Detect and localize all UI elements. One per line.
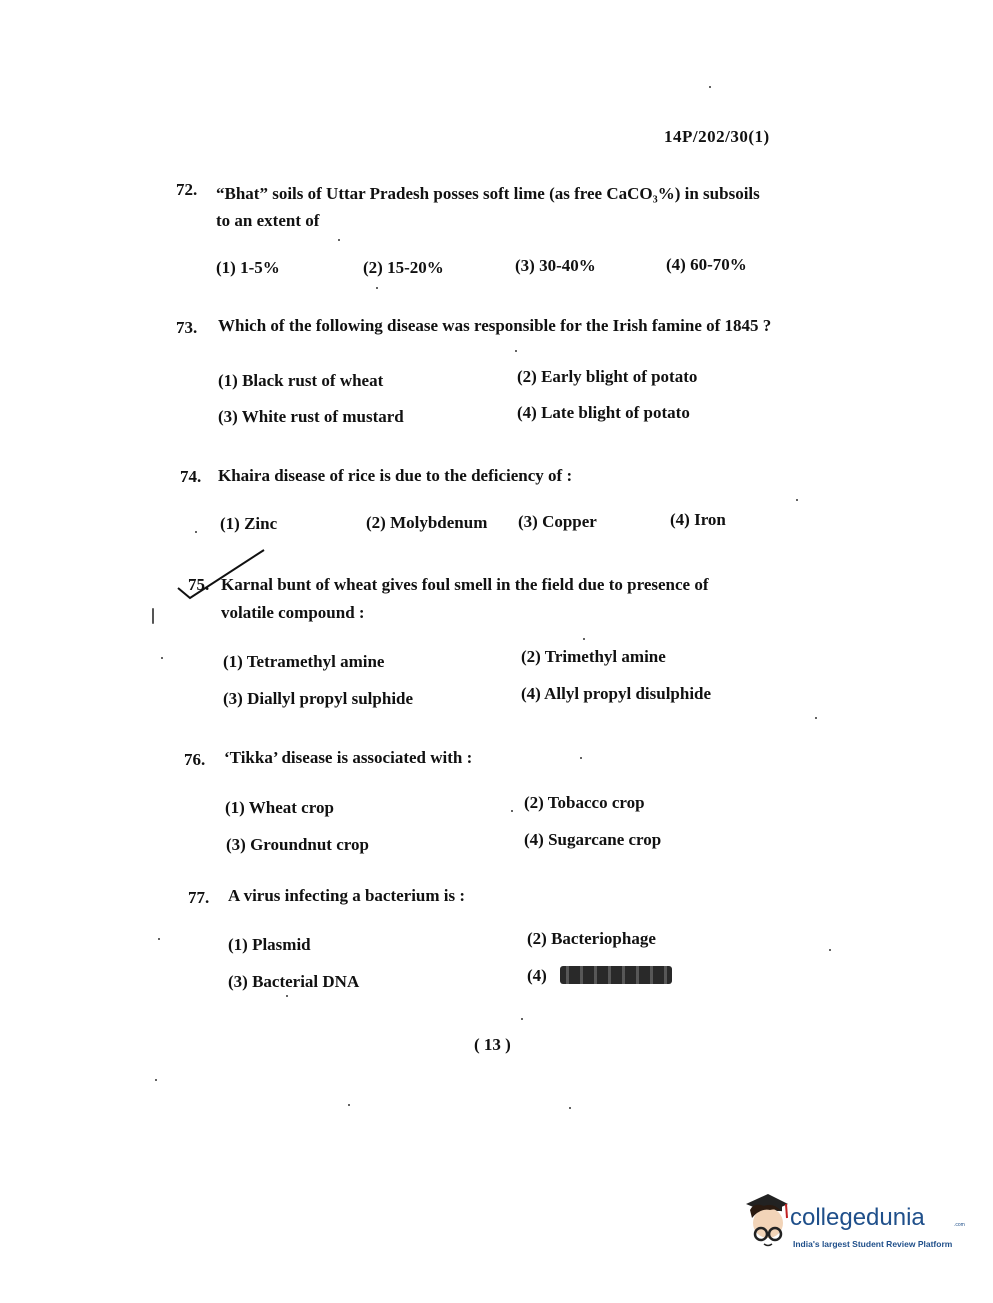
- question-76: [184, 750, 704, 780]
- student-mascot-icon: [734, 1192, 790, 1256]
- question-text: “Bhat” soils of Uttar Pradesh posses soft lime (as free CaCO₃%) in subsoils: [216, 184, 760, 203]
- question-text-continued: volatile compound :: [221, 603, 365, 622]
- option-4-label: (4): [527, 966, 547, 985]
- scan-speck: [521, 1018, 523, 1020]
- option-2: (2) Early blight of potato: [517, 367, 698, 386]
- question-text: Which of the following disease was responsible for the Irish famine of 1845 ?: [218, 316, 772, 335]
- paper-code: 14P/202/30(1): [664, 127, 770, 146]
- option-3: (3) Diallyl propyl sulphide: [223, 689, 414, 708]
- question-77: [188, 888, 708, 918]
- option-1: (1) 1-5%: [216, 258, 280, 277]
- question-number: 76.: [184, 750, 206, 769]
- option-2: (2) Tobacco crop: [524, 793, 645, 812]
- option-3: (3) White rust of mustard: [218, 407, 404, 426]
- question-number: 74.: [180, 467, 202, 486]
- scan-speck: [348, 1104, 350, 1106]
- option-3: (3) Copper: [518, 512, 597, 531]
- scan-speck: [161, 657, 163, 659]
- scan-speck: [569, 1107, 571, 1109]
- question-73: [176, 318, 796, 348]
- scan-speck: [155, 1079, 157, 1081]
- question-text: Karnal bunt of wheat gives foul smell in the field due to presence of: [221, 575, 709, 594]
- option-1: (1) Black rust of wheat: [218, 371, 384, 390]
- option-2: (2) Molybdenum: [366, 513, 488, 532]
- page-number: ( 13 ): [474, 1035, 511, 1054]
- option-1: (1) Zinc: [220, 514, 278, 533]
- scan-speck: [195, 531, 197, 533]
- scan-speck: [709, 86, 711, 88]
- scan-speck: [580, 757, 582, 759]
- option-1: (1) Wheat crop: [225, 798, 334, 817]
- scan-speck: [286, 995, 288, 997]
- scan-speck: [376, 287, 378, 289]
- option-4: (4) Iron: [670, 510, 726, 529]
- scan-mark: [152, 608, 154, 624]
- question-number: 73.: [176, 318, 198, 337]
- question-text: ‘Tikka’ disease is associated with :: [224, 748, 473, 767]
- question-text-continued: to an extent of: [216, 211, 320, 230]
- option-2: (2) Bacteriophage: [527, 929, 656, 948]
- scan-speck: [829, 949, 831, 951]
- question-75: [180, 575, 800, 635]
- question-74: [180, 467, 780, 497]
- scan-speck: [338, 239, 340, 241]
- question-text: A virus infecting a bacterium is :: [228, 886, 466, 905]
- question-text: Khaira disease of rice is due to the deficiency of :: [218, 466, 573, 485]
- collegedunia-logo: [734, 1192, 964, 1262]
- question-number: 75.: [188, 575, 210, 594]
- scan-speck: [796, 499, 798, 501]
- option-4: (4) Late blight of potato: [517, 403, 690, 422]
- scan-speck: [583, 638, 585, 640]
- option-3: (3) Groundnut crop: [226, 835, 369, 854]
- question-number: 77.: [188, 888, 210, 907]
- scan-speck: [158, 938, 160, 940]
- option-2: (2) Trimethyl amine: [521, 647, 666, 666]
- option-3: (3) 30-40%: [515, 256, 596, 275]
- option-4: (4) Allyl propyl disulphide: [521, 684, 712, 703]
- brand-name: collegedunia: [790, 1204, 925, 1231]
- option-4: (4) Sugarcane crop: [524, 830, 662, 849]
- question-number: 72.: [176, 180, 198, 199]
- question-72: [176, 180, 796, 240]
- scan-speck: [515, 350, 517, 352]
- option-2: (2) 15-20%: [363, 258, 444, 277]
- option-1: (1) Plasmid: [228, 935, 311, 954]
- scan-speck: [815, 717, 817, 719]
- brand-suffix: .com: [954, 1222, 965, 1228]
- redacted-option-text: [560, 966, 672, 984]
- option-4: (4) 60-70%: [666, 255, 747, 274]
- brand-tagline: India's largest Student Review Platform: [793, 1239, 953, 1249]
- scan-speck: [511, 810, 513, 812]
- option-1: (1) Tetramethyl amine: [223, 652, 385, 671]
- option-3: (3) Bacterial DNA: [228, 972, 360, 991]
